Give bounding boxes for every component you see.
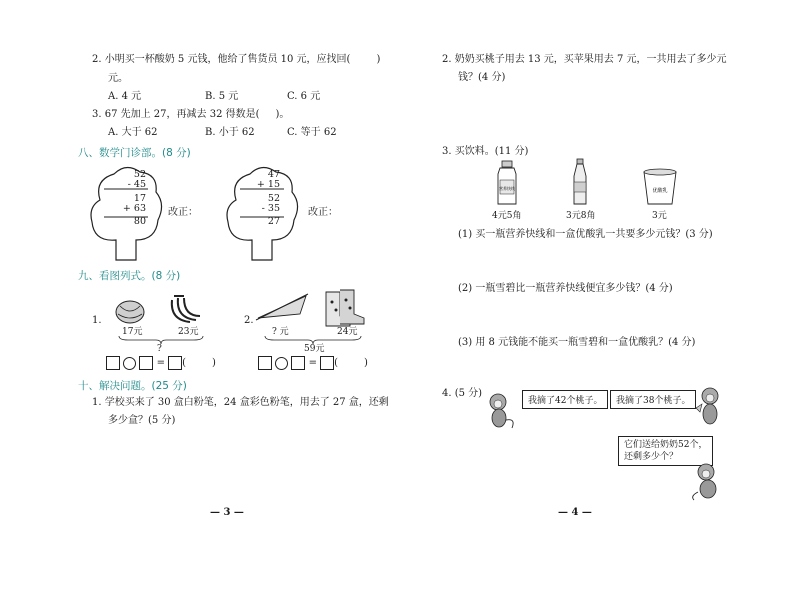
q2-line1: [92, 53, 380, 66]
q3-opt-a: A. 大于 62: [108, 127, 158, 138]
pic-2-total: 59元: [304, 344, 325, 354]
problem-1-line2: 多少盒？(5 分): [108, 415, 176, 426]
tree-1-num-1: 52: [133, 169, 146, 180]
tree-1-num-4: + 63: [122, 203, 146, 214]
answer-box[interactable]: [258, 356, 272, 370]
drink-3-price: 3元: [652, 211, 667, 221]
sprite-bottle-icon: [568, 158, 592, 206]
section-10-title: 十、解决问题。(25 分): [78, 380, 187, 392]
r-q3-sub1: (1) 买一瓶营养快线和一盒优酸乳一共要多少元钱？(3 分): [458, 229, 713, 240]
pic-1-number: 1.: [92, 315, 102, 326]
equals-sign: =: [308, 357, 317, 369]
section-9-title: 九、看图列式。(8 分): [78, 270, 181, 282]
tree-1-num-2: - 45: [127, 179, 146, 190]
q3-opt-b: B. 小于 62: [205, 127, 255, 138]
answer-box[interactable]: [168, 356, 182, 370]
equals-sign: =: [156, 357, 165, 369]
unit-paren-close: ): [212, 357, 216, 369]
answer-box[interactable]: [106, 356, 120, 370]
monkey-left-icon: [482, 392, 518, 432]
tree-2-num-1: 47: [267, 169, 280, 180]
speech-bubble-3-line2: 还剩多少个？: [624, 452, 679, 462]
speech-bubble-3-line1: 它们送给奶奶52个，: [624, 440, 708, 450]
r-q4-title: 4. (5 分): [442, 388, 483, 399]
equation-1: [106, 356, 216, 370]
unit-paren-open: (: [334, 357, 339, 369]
nutrition-express-bottle-icon: [492, 160, 522, 206]
pic-1-question: ?: [157, 344, 162, 354]
r-q3-title: 3. 买饮料。(11 分): [442, 146, 529, 157]
tree-1-fix-label: 改正：: [168, 207, 198, 218]
operator-circle[interactable]: [123, 357, 136, 370]
operator-circle[interactable]: [275, 357, 288, 370]
pic-2-price-b: 24元: [337, 327, 358, 337]
q2-line2: 元。: [108, 73, 128, 84]
drink-1-price: 4元5角: [492, 211, 522, 221]
r-q3-sub2: (2) 一瓶雪碧比一瓶营养快线便宜多少钱？(4 分): [458, 283, 673, 294]
answer-box[interactable]: [320, 356, 334, 370]
page-number-left: — 3 —: [210, 507, 244, 518]
tree-2-num-5: 27: [267, 216, 280, 227]
tree-2-fix-label: 改正：: [308, 207, 338, 218]
q3-close: )。: [275, 109, 290, 120]
yogurt-label: 优酸乳: [652, 188, 668, 194]
monkey-bottom-icon: [690, 462, 726, 502]
watermelon-banana-illustration: [112, 292, 210, 330]
pic-1-price-b: 23元: [178, 327, 199, 337]
equation-2: [258, 356, 368, 370]
tree-1-num-5: 80: [133, 216, 146, 227]
tree-2-calc: [250, 170, 280, 227]
q3-line: [92, 108, 289, 121]
page-number-right: — 4 —: [558, 507, 592, 518]
nutrition-express-label: 营养快线: [499, 186, 515, 191]
answer-box[interactable]: [291, 356, 305, 370]
yogurt-cup-icon: [640, 166, 680, 206]
drink-2-price: 3元8角: [566, 211, 596, 221]
q2-close: ): [376, 54, 381, 65]
pic-2-number: 2.: [244, 315, 254, 326]
monkey-right-icon: [692, 386, 728, 430]
q2-opt-c: C. 6 元: [287, 91, 321, 102]
section-8-title: 八、数学门诊部。(8 分): [78, 147, 191, 159]
umbrella-boots-illustration: [254, 286, 366, 330]
problem-1-line1: 1. 学校买来了 30 盒白粉笔，24 盒彩色粉笔，用去了 27 盒，还剩: [92, 397, 389, 408]
q2-opt-a: A. 4 元: [108, 91, 142, 102]
tree-2-num-2: + 15: [256, 179, 280, 190]
speech-bubble-1: 我摘了42个桃子。: [522, 390, 608, 409]
speech-bubble-2: 我摘了38个桃子。: [610, 390, 696, 409]
q3-text: 3. 67 先加上 27，再减去 32 得数是(: [92, 109, 260, 120]
unit-paren-close: ): [364, 357, 368, 369]
answer-box[interactable]: [139, 356, 153, 370]
q2-opt-b: B. 5 元: [205, 91, 239, 102]
tree-2-num-3: 52: [267, 193, 280, 204]
r-q2-line2: 钱？(4 分): [458, 72, 506, 83]
unit-paren-open: (: [182, 357, 187, 369]
q3-opt-c: C. 等于 62: [287, 127, 337, 138]
r-q3-sub3: (3) 用 8 元钱能不能买一瓶雪碧和一盒优酸乳？(4 分): [458, 337, 696, 348]
pic-2-price-a: ? 元: [272, 327, 289, 337]
r-q2-line1: 2. 奶奶买桃子用去 13 元，买苹果用去 7 元，一共用去了多少元: [442, 54, 727, 65]
pic-1-price-a: 17元: [122, 327, 143, 337]
tree-1-calc: [116, 170, 146, 227]
q2-text: 2. 小明买一杯酸奶 5 元钱，他给了售货员 10 元，应找回(: [92, 54, 351, 65]
tree-1-num-3: 17: [133, 193, 146, 204]
tree-2-num-4: - 35: [261, 203, 280, 214]
